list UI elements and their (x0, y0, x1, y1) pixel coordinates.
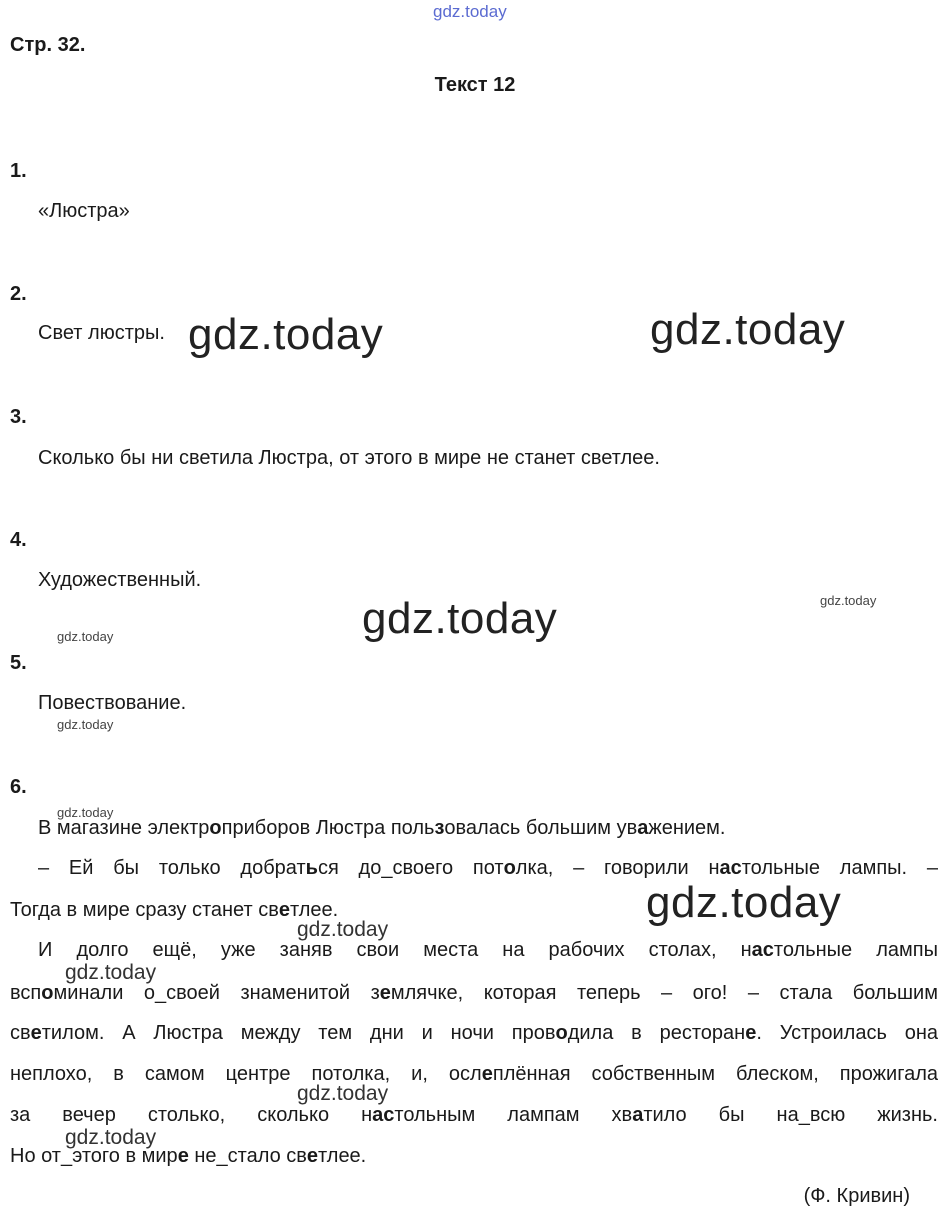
watermark: gdz.today (646, 878, 842, 927)
answer-text-3: Сколько бы ни светила Люстра, от этого в мире не станет светлее. (38, 447, 660, 469)
text-segment: В магазине электр (38, 817, 210, 839)
text-segment: Но от_этого в мир (10, 1145, 178, 1167)
text-line (10, 982, 938, 1005)
author: (Ф. Кривин) (803, 1185, 910, 1207)
watermark: gdz.today (820, 593, 877, 608)
answer-number-6: 6. (10, 776, 27, 798)
text-line (10, 1104, 938, 1127)
bold-letter: о (209, 817, 222, 839)
bold-letter: о (41, 982, 54, 1004)
text-segment: . Устроилась она (756, 1022, 938, 1044)
bold-letter: е (177, 1145, 189, 1167)
text-line (10, 1022, 938, 1045)
answer-number-5: 5. (10, 652, 27, 674)
text-segment: тлее. (289, 899, 339, 921)
text-segment: тольные лампы. – (741, 857, 939, 879)
text-segment: всп (10, 982, 42, 1004)
answer-text-5: Повествование. (38, 692, 187, 714)
text-segment: ся до_своего пот (317, 857, 504, 879)
bold-letter: а (637, 817, 649, 839)
bold-letter: е (379, 982, 391, 1004)
answer-number-1: 1. (10, 160, 27, 182)
text-segment: тило бы на_всю жизнь. (643, 1104, 938, 1126)
bold-letter: ас (751, 939, 774, 961)
bold-letter: з (434, 817, 445, 839)
text-segment: тлее. (318, 1145, 367, 1167)
text-segment: св (10, 1022, 31, 1044)
text-title: Текст 12 (434, 74, 516, 96)
watermark: gdz.today (65, 1126, 157, 1149)
bold-letter: ь (305, 857, 318, 879)
text-segment: лка, – говорили н (515, 857, 720, 879)
text-segment: приборов Люстра поль (221, 817, 435, 839)
bold-letter: е (745, 1022, 757, 1044)
text-segment: И долго ещё, уже заняв свои места на рабочих столах, н (38, 939, 752, 961)
watermark: gdz.today (297, 1082, 389, 1105)
text-segment: за вечер столько, сколько н (10, 1104, 373, 1126)
text-line (38, 817, 938, 840)
watermark: gdz.today (57, 805, 114, 820)
bold-letter: ас (719, 857, 742, 879)
watermark: gdz.today (57, 629, 114, 644)
text-line (10, 1063, 938, 1086)
bold-letter: ас (372, 1104, 395, 1126)
watermark-top: gdz.today (433, 2, 507, 21)
text-segment: н (734, 1022, 746, 1044)
bold-letter: е (30, 1022, 42, 1044)
bold-letter: е (306, 1145, 319, 1167)
text-segment: тольные лампы (773, 939, 938, 961)
text-line (38, 857, 938, 880)
answer-number-3: 3. (10, 406, 27, 428)
page-label: Стр. 32. (10, 34, 86, 56)
answer-number-2: 2. (10, 283, 27, 305)
text-segment: тилом. А Люстра между тем дни и ночи пров (41, 1022, 556, 1044)
text-segment: тольным лампам хв (394, 1104, 633, 1126)
watermark: gdz.today (297, 918, 389, 941)
text-segment: не_стало св (188, 1145, 307, 1167)
text-segment: дила в рестора (567, 1022, 735, 1044)
text-segment: минали о_своей знаменитой з (53, 982, 380, 1004)
answer-number-4: 4. (10, 529, 27, 551)
answer-text-4: Художественный. (38, 569, 202, 591)
watermark: gdz.today (57, 717, 114, 732)
answer-text-2: Свет люстры. (38, 322, 165, 344)
bold-letter: е (481, 1063, 493, 1085)
answer-text-1: «Люстра» (38, 200, 130, 222)
text-segment: – Ей бы только добрат (38, 857, 306, 879)
text-segment: плённая собственным блеском, прожигала (492, 1063, 938, 1085)
watermark: gdz.today (362, 594, 558, 643)
text-segment: овалась большим ув (444, 817, 638, 839)
text-segment: Тогда в мире сразу станет св (10, 899, 279, 921)
bold-letter: е (278, 899, 290, 921)
bold-letter: о (555, 1022, 568, 1044)
text-segment: млячке, которая теперь – ого! – стала большим (390, 982, 938, 1004)
text-segment: жением. (648, 817, 726, 839)
watermark: gdz.today (650, 305, 846, 354)
text-line (38, 939, 938, 962)
text-segment: неплохо, в самом центре потолка, и, осл (10, 1063, 482, 1085)
bold-letter: а (632, 1104, 644, 1126)
watermark: gdz.today (65, 961, 157, 984)
bold-letter: о (503, 857, 516, 879)
watermark: gdz.today (188, 310, 384, 359)
